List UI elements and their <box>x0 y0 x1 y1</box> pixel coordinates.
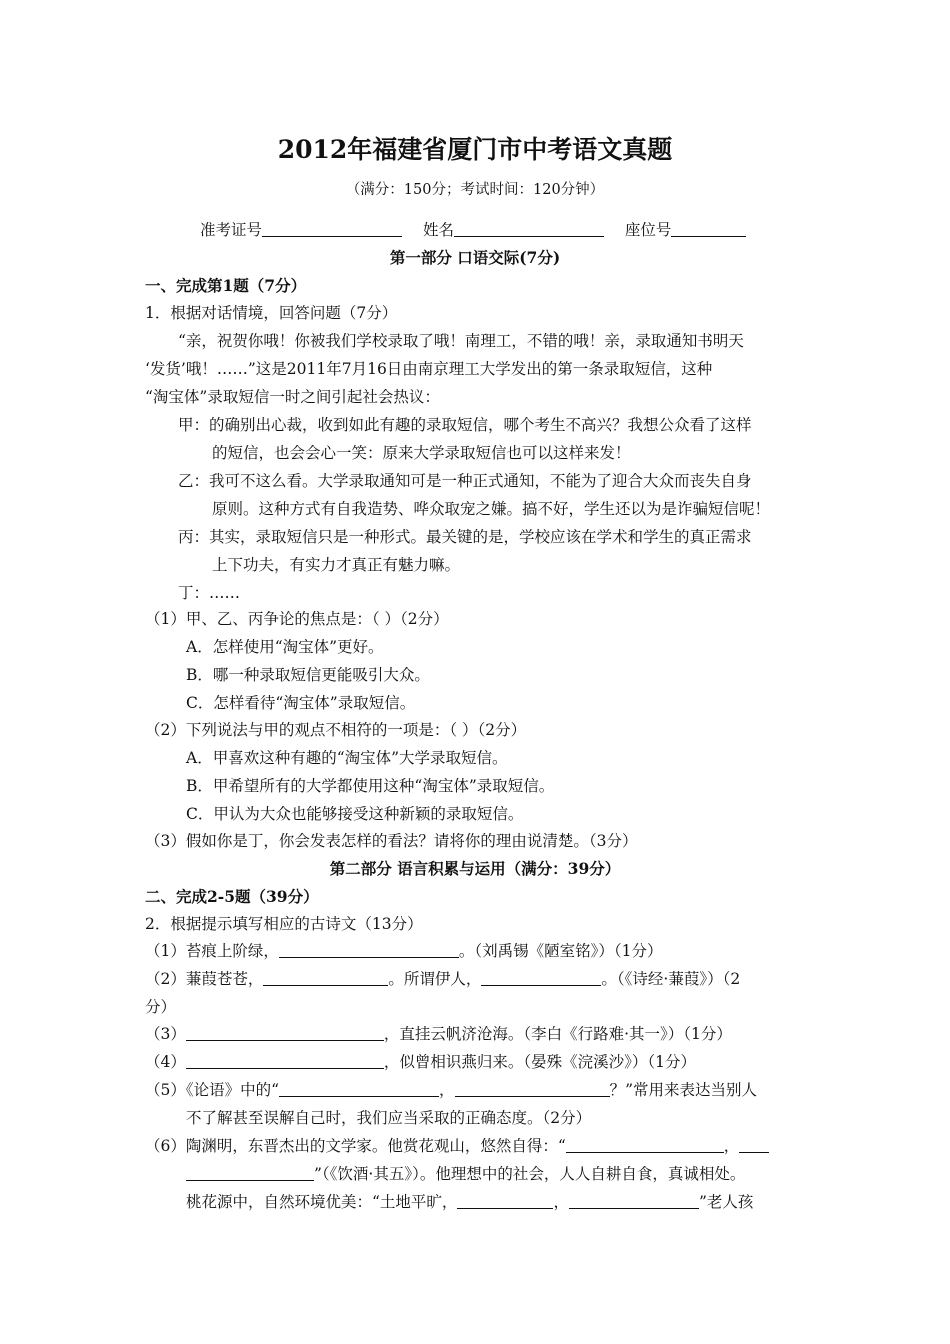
dialog-line: 丁：…… <box>178 584 241 602</box>
question-1: 1．根据对话情境，回答问题（7分） <box>145 304 398 322</box>
answer-blank[interactable] <box>279 941 459 958</box>
option: C．甲认为大众也能够接受这种新颖的录取短信。 <box>186 805 524 823</box>
intro-line: “亲，祝贺你哦！你被我们学校录取了哦！南理工，不错的哦！亲，录取通知书明天 <box>178 332 744 350</box>
seat-blank[interactable] <box>671 220 746 237</box>
answer-blank[interactable] <box>481 969 601 986</box>
answer-blank[interactable] <box>279 1080 439 1097</box>
line-text: ”（《饮酒·其五》）。他理想中的社会，人人自耕自食，真诚相处。 <box>314 1165 746 1183</box>
dialog-line: 甲：的确别出心裁，收到如此有趣的录取短信，哪个考生不高兴？我想公众看了这样 <box>178 416 752 434</box>
poem-line-6-cont <box>186 1164 745 1184</box>
dialog-line: 上下功夫，有实力才真正有魅力嘛。 <box>212 556 461 574</box>
poem-line-6 <box>145 1136 769 1156</box>
line-text: 。所谓伊人， <box>388 970 482 988</box>
line-text: （5）《论语》中的“ <box>145 1081 280 1099</box>
name-label: 姓名 <box>422 221 454 239</box>
answer-blank[interactable] <box>186 1164 314 1181</box>
line-text: ”老人孩 <box>698 1193 754 1211</box>
poem-line-5 <box>145 1080 757 1100</box>
line-text: （2）蒹葭苍苍， <box>145 970 264 988</box>
line-text: ， <box>553 1193 569 1211</box>
poem-line-2-cont: 分） <box>145 998 177 1016</box>
dialog-line: 丙：其实，录取短信只是一种形式。最关键的是，学校应该在学术和学生的真正需求 <box>178 528 752 546</box>
seat-label: 座位号 <box>624 221 672 239</box>
poem-line-6-cont2 <box>186 1192 753 1212</box>
part1-section: 一、完成第1题（7分） <box>145 276 307 295</box>
page-title: 2012年福建省厦门市中考语文真题 <box>277 135 673 164</box>
intro-line: ‘发货’哦！……”这是2011年7月16日由南京理工大学发出的第一条录取短信，这种 <box>145 360 713 378</box>
dialog-line: 乙：我可不这么看。大学录取通知可是一种正式通知，不能为了迎合大众而丧失自身 <box>178 472 752 490</box>
question-2: 2．根据提示填写相应的古诗文（13分） <box>145 915 423 933</box>
dialog-line: 的短信，也会会心一笑：原来大学录取短信也可以这样来发！ <box>212 444 631 462</box>
intro-line: “淘宝体”录取短信一时之间引起社会热议： <box>145 388 440 406</box>
option: B．甲希望所有的大学都使用这种“淘宝体”录取短信。 <box>186 777 555 795</box>
option: A．怎样使用“淘宝体”更好。 <box>186 638 384 656</box>
line-text: 。（刘禹锡《陋室铭》）（1分） <box>458 942 663 960</box>
subquestion-1: （1）甲、乙、丙争论的焦点是：（ ）（2分） <box>145 610 449 628</box>
line-text: （6）陶渊明，东晋杰出的文学家。他赏花观山，悠然自得：“ <box>145 1137 566 1155</box>
answer-blank[interactable] <box>186 1024 384 1041</box>
poem-line-3 <box>145 1024 732 1044</box>
answer-blank[interactable] <box>455 1080 610 1097</box>
exam-id-label: 准考证号 <box>200 221 263 239</box>
dialog-line: 原则。这种方式有自我造势、哗众取宠之嫌。搞不好，学生还以为是诈骗短信呢！ <box>212 500 771 518</box>
answer-blank[interactable] <box>739 1136 769 1153</box>
line-text: ， <box>723 1137 740 1155</box>
subquestion-3: （3）假如你是丁，你会发表怎样的看法？请将你的理由说清楚。（3分） <box>145 832 638 850</box>
option: C．怎样看待“淘宝体”录取短信。 <box>186 694 416 712</box>
poem-line-4 <box>145 1052 696 1072</box>
line-text: ，直挂云帆济沧海。（李白《行路难·其一》）（1分） <box>383 1025 732 1043</box>
line-text: 。（《诗经·蒹葭》）（2 <box>601 970 741 988</box>
option: B．哪一种录取短信更能吸引大众。 <box>186 666 430 684</box>
line-text: 桃花源中，自然环境优美：“土地平旷， <box>186 1193 458 1211</box>
line-text: （1）苔痕上阶绿， <box>145 942 279 960</box>
answer-blank[interactable] <box>186 1052 384 1069</box>
answer-blank[interactable] <box>566 1136 724 1153</box>
info-row <box>200 220 746 240</box>
answer-blank[interactable] <box>569 1192 699 1209</box>
part1-heading: 第一部分 口语交际(7分) <box>389 248 561 267</box>
name-blank[interactable] <box>454 220 604 237</box>
line-text: （3） <box>145 1025 186 1043</box>
exam-id-blank[interactable] <box>262 220 402 237</box>
line-text: ， <box>439 1081 455 1099</box>
subquestion-2: （2）下列说法与甲的观点不相符的一项是：（ ）（2分） <box>145 721 527 739</box>
poem-line-1 <box>145 941 663 961</box>
option: A．甲喜欢这种有趣的“淘宝体”大学录取短信。 <box>186 749 508 767</box>
answer-blank[interactable] <box>457 1192 553 1209</box>
subtitle: （满分：150分；考试时间：120分钟） <box>345 182 605 198</box>
part2-section: 二、完成2-5题（39分） <box>145 887 319 906</box>
line-text: ，似曾相识燕归来。（晏殊《浣溪沙》）（1分） <box>383 1053 696 1071</box>
part2-heading: 第二部分 语言积累与运用（满分：39分） <box>329 859 621 878</box>
line-text: （4） <box>145 1053 186 1071</box>
line-text: ？”常用来表达当别人 <box>609 1081 757 1099</box>
answer-blank[interactable] <box>263 969 388 986</box>
poem-line-5-cont: 不了解甚至误解自己时，我们应当采取的正确态度。（2分） <box>186 1109 592 1127</box>
poem-line-2 <box>145 969 740 989</box>
